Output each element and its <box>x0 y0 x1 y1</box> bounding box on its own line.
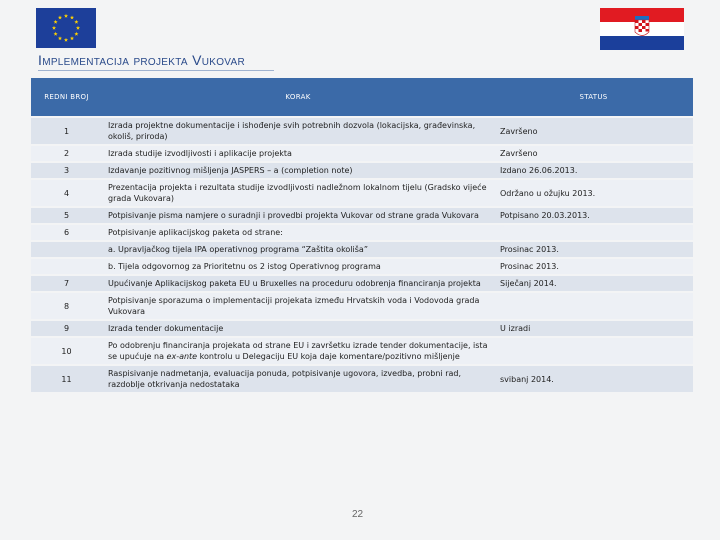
table-row <box>31 276 693 291</box>
row-step: Raspisivanje nadmetanja, evaluacija ponuda, potpisivanje ugovora, izvedba, probni rad, razdoblje otkrivanja nedostataka <box>102 366 494 392</box>
row-status: Siječanj 2014. <box>494 276 693 291</box>
row-number: 2 <box>31 146 102 161</box>
row-status: svibanj 2014. <box>494 366 693 392</box>
row-number <box>31 259 102 274</box>
title-underline <box>38 70 274 71</box>
column-header-status: STATUS <box>494 78 693 116</box>
table-row <box>31 225 693 240</box>
table-row <box>31 163 693 178</box>
row-status: Potpisano 20.03.2013. <box>494 208 693 223</box>
table-row <box>31 118 693 144</box>
page-number: 22 <box>352 509 364 520</box>
table-row <box>31 321 693 336</box>
row-step: b. Tijela odgovornog za Prioritetnu os 2 istog Operativnog programa <box>102 259 494 274</box>
row-step: Prezentacija projekta i rezultata studije izvodljivosti nadležnom lokalnom tijelu (Gradsko vijeće grada Vukovara) <box>102 180 494 206</box>
eu-flag-icon <box>36 8 96 48</box>
row-status: Izdano 26.06.2013. <box>494 163 693 178</box>
table-row <box>31 180 693 206</box>
row-number: 11 <box>31 366 102 392</box>
row-status <box>494 338 693 364</box>
row-number: 10 <box>31 338 102 364</box>
row-step: Potpisivanje aplikacijskog paketa od strane: <box>102 225 494 240</box>
row-status: Održano u ožujku 2013. <box>494 180 693 206</box>
row-number: 3 <box>31 163 102 178</box>
table-header-row <box>31 78 693 116</box>
table-row <box>31 293 693 319</box>
row-number: 5 <box>31 208 102 223</box>
row-number: 8 <box>31 293 102 319</box>
project-steps-table <box>31 76 693 394</box>
row-status: Završeno <box>494 118 693 144</box>
croatian-coat-of-arms-icon <box>635 16 649 36</box>
table-row <box>31 242 693 257</box>
row-step: Upućivanje Aplikacijskog paketa EU u Bruxelles na proceduru odobrenja financiranja projekta <box>102 276 494 291</box>
row-status: Prosinac 2013. <box>494 242 693 257</box>
page-title: Implementacija projekta Vukovar <box>38 52 246 68</box>
column-header-step: KORAK <box>102 78 494 116</box>
row-step: Izrada studije izvodljivosti i aplikacije projekta <box>102 146 494 161</box>
row-step: Potpisivanje sporazuma o implementaciji projekata između Hrvatskih voda i Vodovoda grada Vukovara <box>102 293 494 319</box>
row-number <box>31 242 102 257</box>
row-step: Izrada projektne dokumentacije i ishođenje svih potrebnih dozvola (lokacijska, građevinska, okoliš, priroda) <box>102 118 494 144</box>
row-status: Prosinac 2013. <box>494 259 693 274</box>
row-status: Završeno <box>494 146 693 161</box>
column-header-num: REDNI BROJ <box>31 78 102 116</box>
table-row <box>31 208 693 223</box>
row-step-text: Po odobrenju financiranja projekata od strane EU i završetku izrade tender dokumentacije, ista se upućuje na <box>108 341 488 361</box>
row-status <box>494 293 693 319</box>
row-step: Izdavanje pozitivnog mišljenja JASPERS – a (completion note) <box>102 163 494 178</box>
croatia-flag-icon <box>600 8 684 50</box>
table-row <box>31 146 693 161</box>
table-row <box>31 338 693 364</box>
row-status <box>494 225 693 240</box>
row-number: 7 <box>31 276 102 291</box>
row-number: 9 <box>31 321 102 336</box>
row-number: 4 <box>31 180 102 206</box>
row-number: 1 <box>31 118 102 144</box>
table-row <box>31 366 693 392</box>
row-step <box>102 338 494 364</box>
row-step: Izrada tender dokumentacije <box>102 321 494 336</box>
table-row <box>31 259 693 274</box>
row-status: U izradi <box>494 321 693 336</box>
row-step: a. Upravljačkog tijela IPA operativnog programa “Zaštita okoliša” <box>102 242 494 257</box>
row-step: Potpisivanje pisma namjere o suradnji i provedbi projekta Vukovar od strane grada Vukovara <box>102 208 494 223</box>
row-step-italic: ex-ante <box>166 352 198 361</box>
row-number: 6 <box>31 225 102 240</box>
row-step-text: kontrolu u Delegaciju EU koja daje komentare/pozitivno mišljenje <box>197 352 460 361</box>
